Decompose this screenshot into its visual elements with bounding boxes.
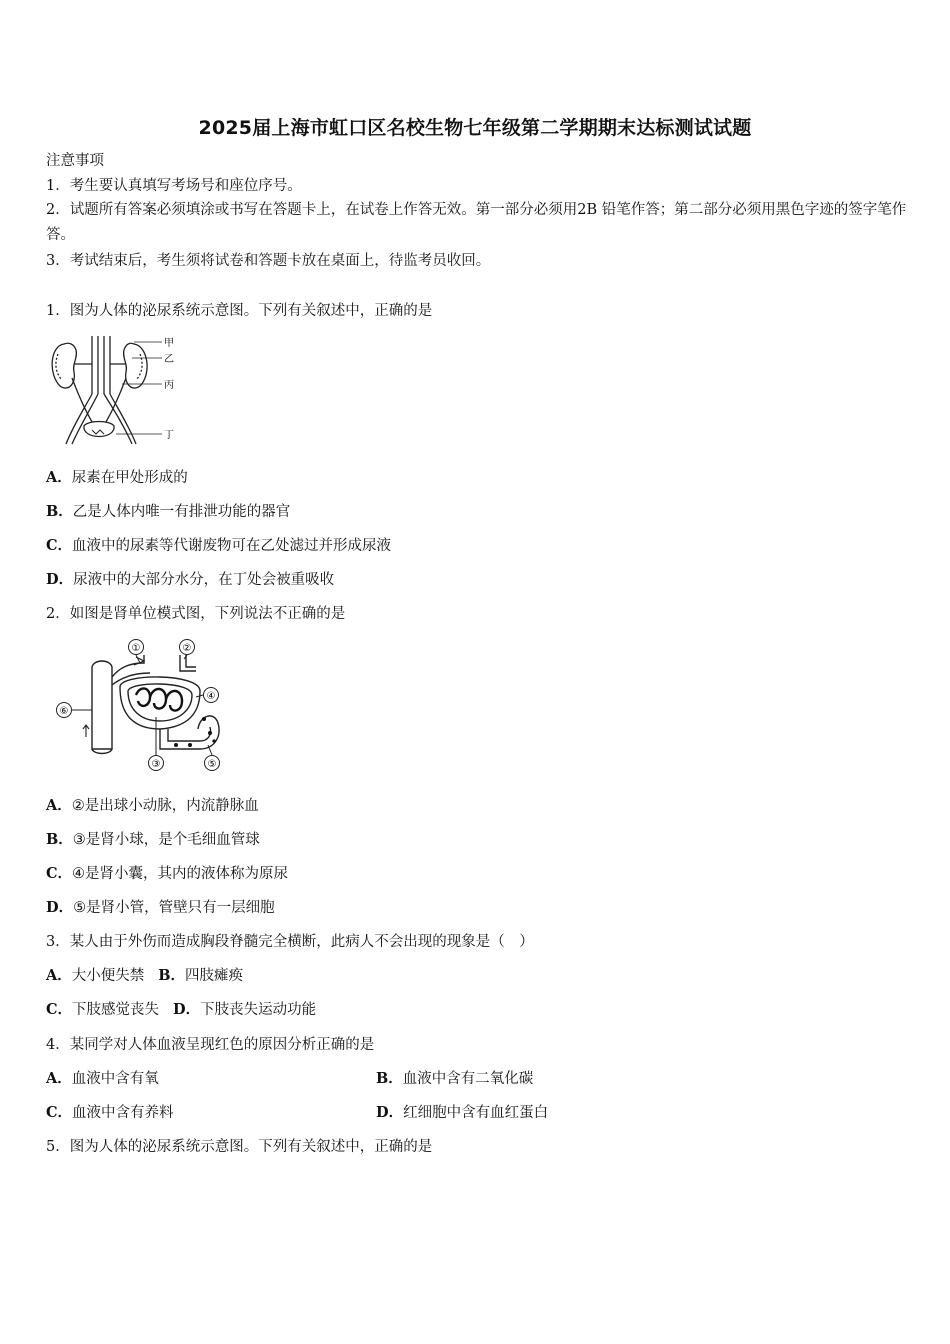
- option-letter: A．: [46, 469, 72, 486]
- q1-option-c[interactable]: [46, 536, 391, 556]
- q2-option-b[interactable]: [46, 830, 260, 850]
- option-text: 下肢感觉丧失: [72, 1002, 160, 1018]
- question-2-stem: 2．如图是肾单位模式图，下列说法不正确的是: [46, 606, 346, 622]
- question-1-stem: 1．图为人体的泌尿系统示意图。下列有关叙述中，正确的是: [46, 303, 433, 319]
- option-text: ⑤是肾小管，管壁只有一层细胞: [73, 900, 275, 916]
- q4-option-c[interactable]: [46, 1103, 174, 1123]
- option-letter: C．: [46, 865, 73, 882]
- option-text: 四肢瘫痪: [185, 968, 244, 984]
- notice-heading: 注意事项: [46, 153, 104, 169]
- option-text: ②是出球小动脉，内流静脉血: [71, 798, 259, 814]
- option-text: 大小便失禁: [71, 968, 145, 984]
- question-4-stem: 4．某同学对人体血液呈现红色的原因分析正确的是: [46, 1037, 375, 1053]
- q3-option-a[interactable]: [46, 968, 144, 984]
- q4-option-b[interactable]: [376, 1069, 533, 1089]
- q1-option-a[interactable]: [46, 468, 188, 488]
- option-letter: A．: [46, 967, 72, 984]
- q4-option-a[interactable]: [46, 1069, 159, 1089]
- option-text: 乙是人体内唯一有排泄功能的器官: [72, 504, 291, 520]
- option-letter: D．: [46, 899, 74, 916]
- q3-option-b[interactable]: [158, 968, 243, 984]
- option-text: 尿素在甲处形成的: [71, 470, 188, 486]
- q2-option-d[interactable]: [46, 898, 275, 918]
- option-text: 血液中含有氧: [71, 1071, 159, 1087]
- notice-item-3: 3．考试结束后，考生须将试卷和答题卡放在桌面上，待监考员收回。: [46, 253, 491, 269]
- figure2-label-3: ③: [151, 759, 161, 770]
- figure1-label-ding: 丁: [164, 430, 174, 441]
- option-letter: D．: [376, 1104, 404, 1121]
- figure2-label-4: ④: [206, 691, 216, 702]
- figure2-label-2: ②: [182, 643, 192, 654]
- option-letter: B．: [46, 503, 73, 520]
- notice-item-2: 2．试题所有答案必须填涂或书写在答题卡上，在试卷上作答无效。第一部分必须用2B 铅笔作答；第二部分必须用黑色字迹的签字笔作答。: [46, 202, 907, 243]
- question-5-stem: 5．图为人体的泌尿系统示意图。下列有关叙述中，正确的是: [46, 1139, 433, 1155]
- option-text: 红细胞中含有血红蛋白: [403, 1105, 549, 1121]
- option-text: 下肢丧失运动功能: [200, 1002, 317, 1018]
- option-letter: B．: [46, 831, 73, 848]
- figure1-label-bing: 丙: [164, 380, 174, 391]
- q2-option-c[interactable]: [46, 864, 288, 884]
- option-text: 血液中含有养料: [72, 1105, 174, 1121]
- option-letter: D．: [46, 571, 74, 588]
- q3-option-d[interactable]: [173, 1002, 316, 1018]
- option-letter: A．: [46, 1070, 72, 1087]
- option-text: 尿液中的大部分水分，在丁处会被重吸收: [73, 572, 335, 588]
- option-letter: B．: [376, 1070, 403, 1087]
- figure1-label-jia: 甲: [164, 338, 174, 349]
- option-text: 血液中的尿素等代谢废物可在乙处滤过并形成尿液: [72, 538, 392, 554]
- question-3-stem: 3．某人由于外伤而造成胸段脊髓完全横断，此病人不会出现的现象是（ ）: [46, 934, 534, 950]
- figure2-label-1: ①: [131, 643, 141, 654]
- notice-item-1: 1．考生要认真填写考场号和座位序号。: [46, 178, 302, 194]
- q3-option-c[interactable]: [46, 1002, 159, 1018]
- figure1-label-yi: 乙: [164, 354, 174, 365]
- option-letter: A．: [46, 797, 72, 814]
- option-text: ④是肾小囊，其内的液体称为原尿: [72, 866, 289, 882]
- q4-option-d[interactable]: [376, 1103, 548, 1123]
- option-letter: B．: [158, 967, 186, 984]
- option-text: 血液中含有二氧化碳: [402, 1071, 534, 1087]
- page-title: 2025届上海市虹口区名校生物七年级第二学期期末达标测试试题: [198, 117, 752, 139]
- option-letter: D．: [173, 1001, 201, 1018]
- option-letter: C．: [46, 1104, 73, 1121]
- q2-option-a[interactable]: [46, 796, 259, 816]
- option-text: ③是肾小球，是个毛细血管球: [72, 832, 260, 848]
- q3-options-row-2: [46, 1000, 316, 1020]
- option-letter: C．: [46, 1001, 73, 1018]
- figure2-label-6: ⑥: [59, 706, 69, 717]
- q3-options-row-1: [46, 966, 243, 986]
- figure2-label-5: ⑤: [207, 759, 217, 770]
- urinary-system-figure: [44, 334, 189, 450]
- option-letter: C．: [46, 537, 73, 554]
- q1-option-d[interactable]: [46, 570, 334, 590]
- q1-option-b[interactable]: [46, 502, 290, 522]
- nephron-figure: [50, 637, 230, 775]
